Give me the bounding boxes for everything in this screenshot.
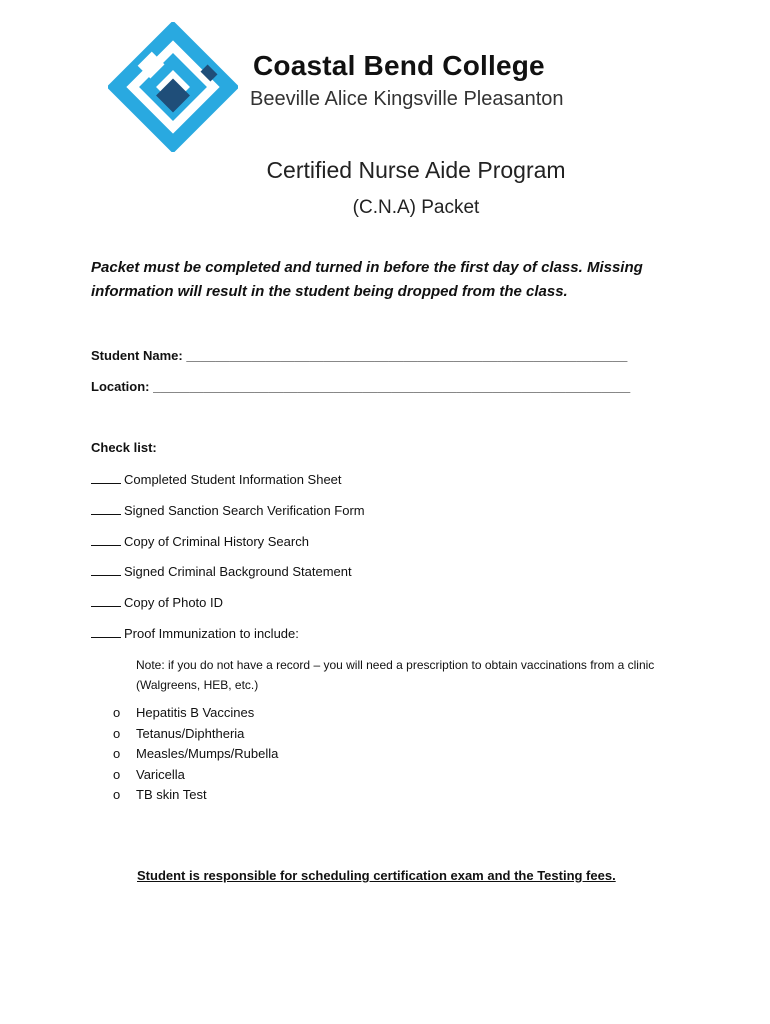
list-item [113,744,278,765]
college-logo [108,22,238,152]
check-blank[interactable] [91,563,121,576]
packet-title: (C.N.A) Packet [352,197,480,218]
student-name-field[interactable]: Student Name: _____________________________________________________________ [91,348,628,363]
immunization-note: Note: if you do not have a record – you will need a prescription to obtain vaccinations from a clinic (Walgreens, HEB, etc.) [136,658,655,692]
bullet-icon: o [113,725,121,741]
checklist-item-label: Proof Immunization to include: [124,626,299,641]
checklist-title: Check list: [91,440,157,455]
checklist-item [91,625,299,641]
checklist-item-label: Signed Sanction Search Verification Form [124,503,365,518]
list-item [113,724,278,745]
logo-graphic [108,22,238,152]
completion-notice: Packet must be completed and turned in before the first day of class. Missing information will result in the student being dropped from the class. [91,259,643,300]
check-blank[interactable] [91,594,121,607]
checklist-item-label: Completed Student Information Sheet [124,472,342,487]
list-item [113,785,278,806]
checklist-item [91,502,365,518]
bullet-icon: o [113,746,121,761]
check-blank[interactable] [91,471,121,484]
checklist-item-label: Copy of Criminal History Search [124,534,309,549]
checklist-item-label: Copy of Photo ID [124,595,223,610]
checklist-item-label: Signed Criminal Background Statement [124,564,352,579]
checklist-item [91,594,223,610]
checklist-item [91,563,352,579]
program-title: Certified Nurse Aide Program [266,157,566,183]
college-name: Coastal Bend College [253,50,545,81]
check-blank[interactable] [91,502,121,515]
immunization-label: TB skin Test [136,787,207,802]
list-item [113,703,278,724]
footer-responsibility-note: Student is responsible for scheduling certification exam and the Testing fees. [137,868,616,883]
campus-list: Beeville Alice Kingsville Pleasanton [250,88,564,110]
bullet-icon: o [113,705,121,720]
checklist-item [91,471,342,487]
bullet-icon: o [113,766,121,782]
list-item [113,765,278,786]
immunization-list [113,703,278,806]
location-field[interactable]: Location: __________________________________________________________________ [91,379,631,394]
immunization-label: Varicella [136,766,185,782]
checklist-item [91,533,309,549]
check-blank[interactable] [91,625,121,638]
immunization-label: Hepatitis B Vaccines [136,705,255,720]
immunization-label: Measles/Mumps/Rubella [136,746,279,761]
check-blank[interactable] [91,533,121,546]
bullet-icon: o [113,787,121,802]
immunization-label: Tetanus/Diphtheria [136,725,245,741]
